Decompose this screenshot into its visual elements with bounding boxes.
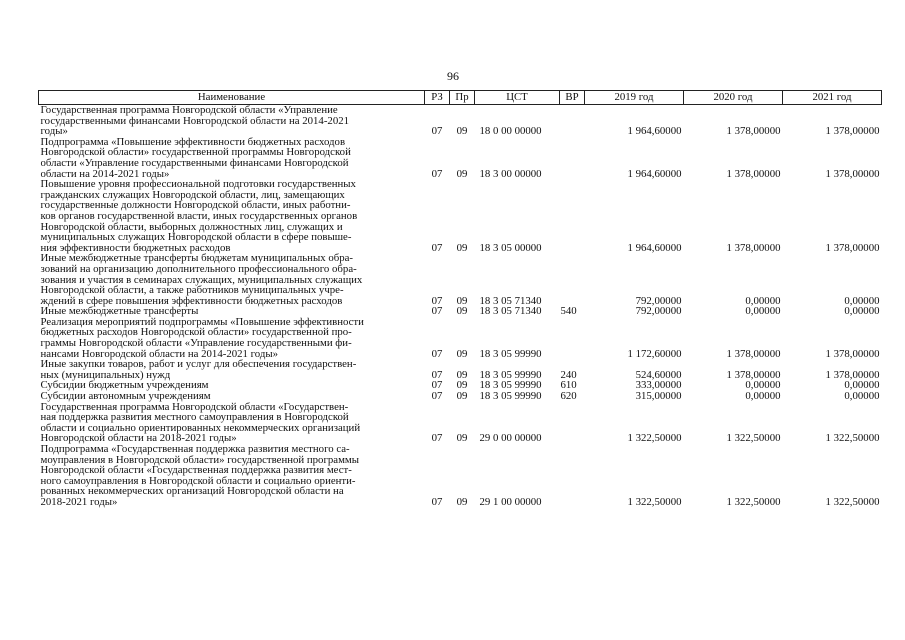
row-2019: 1 172,60000: [627, 347, 682, 360]
table-row: [39, 402, 882, 444]
row-name: Подпрограмма «Государственная поддержка развития местного са- моуправления в Новгородской области» государственной программы Новгородской области «Государственная поддержка развития мест- ного самоуправления в Новгородской области и социально ориенти- рованных некоммерческих организаций Новгородской области на 2018-2021 годы»: [40, 443, 359, 508]
row-2020: 1 322,50000: [726, 432, 781, 445]
header-vr: ВР: [560, 91, 585, 105]
table-row: [39, 253, 882, 306]
row-rz: 07: [431, 347, 443, 360]
row-rz: 07: [431, 432, 443, 445]
row-2020: 1 378,00000: [726, 167, 781, 180]
row-cst: 18 3 05 99990: [479, 347, 542, 360]
row-2019: 1 322,50000: [627, 432, 682, 445]
row-vr: 610: [560, 379, 577, 392]
row-pr: 09: [456, 379, 468, 392]
row-pr: 09: [456, 368, 468, 381]
row-name: Иные межбюджетные трансферты: [40, 305, 199, 318]
row-vr: [560, 317, 585, 359]
row-2020: 0,00000: [745, 390, 781, 403]
header-pr: Пр: [450, 91, 475, 105]
row-2019: 792,00000: [635, 294, 682, 307]
row-2019: 792,00000: [635, 305, 682, 318]
row-vr: [560, 105, 585, 137]
row-cst: 29 1 00 00000: [479, 495, 542, 508]
row-cst: 29 0 00 00000: [479, 432, 542, 445]
row-cst: 18 3 05 71340: [479, 294, 542, 307]
table-row: [39, 179, 882, 253]
row-rz: 07: [431, 305, 443, 318]
row-vr: 240: [560, 368, 577, 381]
row-2020: 1 378,00000: [726, 125, 781, 138]
row-2020: 0,00000: [745, 379, 781, 392]
header-2019: 2019 год: [585, 91, 684, 105]
row-name: Иные межбюджетные трансферты бюджетам муниципальных обра- зований на организацию дополнительного профессионального обра- зования и участия в семинарах служащих, муниципальных служащих Новгородской области, а также работников муниципальных учре- ждений в сфере повышения эффективности бюджетных расходов: [40, 252, 363, 307]
row-2019: 524,60000: [635, 368, 682, 381]
row-vr: [560, 402, 585, 444]
header-2021: 2021 год: [783, 91, 882, 105]
table-body: [39, 105, 882, 508]
row-name: Субсидии бюджетным учреждениям: [40, 379, 209, 392]
row-name: Субсидии автономным учреждениям: [40, 390, 211, 403]
row-vr: [560, 137, 585, 179]
header-2020: 2020 год: [684, 91, 783, 105]
table-row: [39, 137, 882, 179]
row-rz: 07: [431, 379, 443, 392]
header-cst: ЦСТ: [475, 91, 560, 105]
row-2021: 1 322,50000: [825, 432, 880, 445]
row-2019: 1 964,60000: [627, 125, 682, 138]
row-pr: 09: [456, 390, 468, 403]
row-2020: 0,00000: [745, 305, 781, 318]
row-2021: 1 378,00000: [825, 167, 880, 180]
row-name: Иные закупки товаров, работ и услуг для обеспечения государствен- ных (муниципальных) нужд: [40, 358, 357, 381]
row-2021: 0,00000: [844, 379, 880, 392]
row-2019: 333,00000: [635, 379, 682, 392]
row-2021: 1 378,00000: [825, 347, 880, 360]
table-row: [39, 317, 882, 359]
row-cst: 18 3 05 71340: [479, 305, 542, 318]
row-rz: 07: [431, 167, 443, 180]
row-vr: [560, 179, 585, 253]
row-name: Подпрограмма «Повышение эффективности бюджетных расходов Новгородской области» государственной программы Новгородской области «Управление государственными финансами Новгородской области на 2014-2021 годы»: [40, 135, 351, 180]
row-rz: 07: [431, 125, 443, 138]
row-cst: 18 3 05 00000: [479, 241, 542, 254]
row-vr: 540: [560, 305, 577, 318]
row-2019: 1 964,60000: [627, 241, 682, 254]
row-2020: 1 322,50000: [726, 495, 781, 508]
row-cst: 18 0 00 00000: [479, 125, 542, 138]
row-2019: 1 964,60000: [627, 167, 682, 180]
row-pr: 09: [456, 125, 468, 138]
table-row: [39, 444, 882, 508]
row-2020: 0,00000: [745, 294, 781, 307]
row-vr: 620: [560, 390, 577, 403]
row-2021: 0,00000: [844, 390, 880, 403]
row-cst: 18 3 00 00000: [479, 167, 542, 180]
table-row: [39, 359, 882, 380]
header-rz: РЗ: [425, 91, 450, 105]
row-pr: 09: [456, 432, 468, 445]
row-pr: 09: [456, 294, 468, 307]
row-2021: 1 378,00000: [825, 125, 880, 138]
row-2020: 1 378,00000: [726, 347, 781, 360]
row-rz: 07: [431, 241, 443, 254]
row-name: Реализация мероприятий подпрограммы «Повышение эффективности бюджетных расходов Новгородской области» государственной про- граммы Новгородской области «Управление государственными фи- нансами Новгородской области на 2014-2021 годы»: [40, 315, 364, 360]
row-name: Государственная программа Новгородской области «Управление государственными финансами Новгородской области на 2014-2021 годы»: [40, 104, 350, 138]
row-rz: 07: [431, 294, 443, 307]
row-name: Повышение уровня профессиональной подготовки государственных гражданских служащих Новгородской области, лиц, замещающих государственные должности Новгородской области, иных работни- ков органов государственной власти, иных государственных органов Новгородской области, выборных должностных лиц, служащих и муниципальных служащих Новгородской области в сфере повыше- ния эффективности бюджетных расходов: [40, 178, 358, 254]
row-2021: 1 378,00000: [825, 241, 880, 254]
row-rz: 07: [431, 368, 443, 381]
row-pr: 09: [456, 241, 468, 254]
row-pr: 09: [456, 495, 468, 508]
page-number: 96: [447, 69, 459, 83]
row-vr: [560, 444, 585, 508]
row-rz: 07: [431, 390, 443, 403]
row-cst: 18 3 05 99990: [479, 390, 542, 403]
row-cst: 18 3 05 99990: [479, 368, 542, 381]
row-2021: 0,00000: [844, 294, 880, 307]
table-header-row: [39, 91, 882, 105]
row-name: Государственная программа Новгородской области «Государствен- ная поддержка развития местного самоуправления в Новгородской области и социально ориентированных некоммерческих организаций Новгородской области на 2018-2021 годы»: [40, 400, 361, 445]
row-2021: 1 378,00000: [825, 368, 880, 381]
row-rz: 07: [431, 495, 443, 508]
row-pr: 09: [456, 305, 468, 318]
row-2019: 315,00000: [635, 390, 682, 403]
row-2020: 1 378,00000: [726, 368, 781, 381]
row-2020: 1 378,00000: [726, 241, 781, 254]
row-pr: 09: [456, 347, 468, 360]
row-2021: 1 322,50000: [825, 495, 880, 508]
budget-table: [38, 90, 882, 508]
header-name: Наименование: [39, 91, 425, 105]
row-cst: 18 3 05 99990: [479, 379, 542, 392]
row-2019: 1 322,50000: [627, 495, 682, 508]
table-row: [39, 105, 882, 137]
row-vr: [560, 253, 585, 306]
row-pr: 09: [456, 167, 468, 180]
row-2021: 0,00000: [844, 305, 880, 318]
